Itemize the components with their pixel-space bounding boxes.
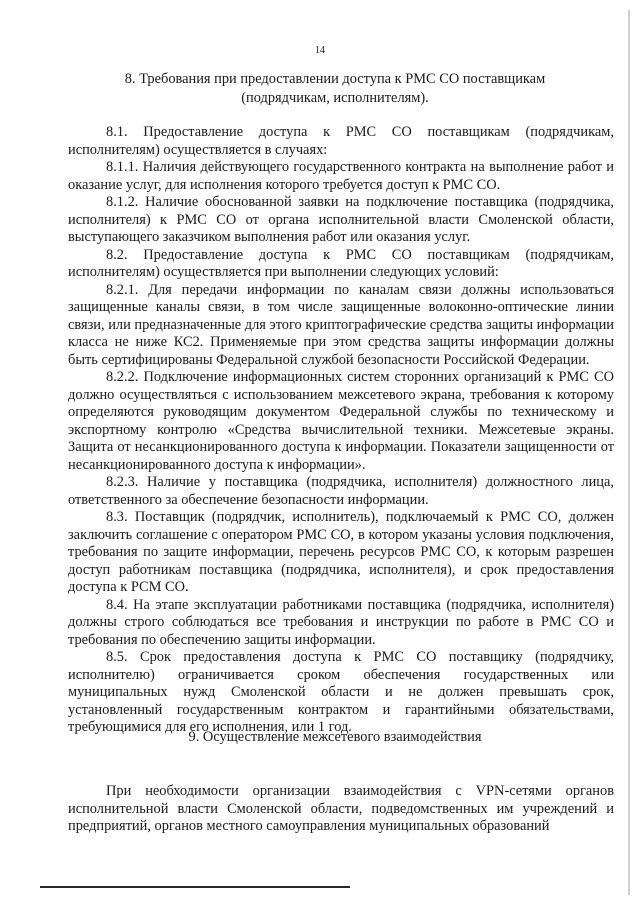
paragraph-8-2: 8.2. Предоставление доступа к РМС СО поставщикам (подрядчикам, исполнителям) осуществляется при выполнении следующих условий: xyxy=(68,246,614,280)
section-8-heading xyxy=(80,70,590,108)
section-8-body xyxy=(68,124,614,737)
paragraph-8-2-1: 8.2.1. Для передачи информации по каналам связи должны использоваться защищенные каналы связи, в том числе защищенные волоконно-оптические линии связи, или предназначенные для этого криптографические средства защиты информации класса не ниже КС2. Применяемые при этом средства защиты информации должны быть сертифицированы Федеральной службой безопасности Российской Федерации. xyxy=(68,281,614,368)
paragraph-8-1-1: 8.1.1. Наличия действующего государственного контракта на выполнение работ и оказание услуг, для исполнения которого требуется доступ к РМС СО. xyxy=(68,159,614,193)
paragraph-8-1: 8.1. Предоставление доступа к РМС СО поставщикам (подрядчикам, исполнителям) осуществляется в случаях: xyxy=(68,124,614,158)
paragraph-8-2-3: 8.2.3. Наличие у поставщика (подрядчика, исполнителя) должностного лица, ответственного за обеспечение безопасности информации. xyxy=(68,474,614,508)
section-9-heading: 9. Осуществление межсетевого взаимодействия xyxy=(188,729,482,745)
paragraph-8-1-2: 8.1.2. Наличие обоснованной заявки на подключение поставщика (подрядчика, исполнителя) к РМС СО от органа исполнительной власти Смоленской области, выступающего заказчиком выполнения работ или оказания услуг. xyxy=(68,194,614,245)
paragraph-8-4: 8.4. На этапе эксплуатации работниками поставщика (подрядчика, исполнителя) должны строго соблюдаться все требования и инструкции по работе в РМС СО и требования по обеспечению защиты информации. xyxy=(68,596,614,648)
right-scan-edge xyxy=(628,10,630,895)
paragraph-8-3: 8.3. Поставщик (подрядчик, исполнитель), подключаемый к РМС СО, должен заключить соглашение с оператором РМС СО, в котором указаны условия подключения, требования по защите информации, перечень ресурсов РМС СО, к которым разрешен доступ работникам поставщика (подрядчика, исполнителя), и срок предоставления доступа к РСМ СО. xyxy=(68,509,614,595)
paragraph-9-intro: При необходимости организации взаимодействия с VPN-сетями органов исполнительной власти Смоленской области, подведомственных им учреждений и предприятий, органов местного самоуправления муниципальных образований xyxy=(68,783,614,834)
page-number: 14 xyxy=(315,45,325,56)
section-8-heading-line-2: (подрядчикам, исполнителям). xyxy=(241,90,429,106)
section-9-body xyxy=(68,783,614,836)
section-8-heading-line-1: 8. Требования при предоставлении доступа к РМС СО поставщикам xyxy=(124,71,546,87)
bottom-scan-line xyxy=(40,886,350,888)
paragraph-8-2-2: 8.2.2. Подключение информационных систем сторонних организаций к РМС СО должно осуществляться с использованием межсетевого экрана, требования к которому определяются руководящим документом Федеральной службы по техническому и экспортному контролю «Средства вычислительной техники. Межсетевые экраны. Защита от несанкционированного доступа к информации. Показатели защищенности от несанкционированного доступа к информации». xyxy=(68,369,614,473)
paragraph-8-5: 8.5. Срок предоставления доступа к РМС СО поставщику (подрядчику, исполнителю) ограничивается сроком обеспечения государственных или муниципальных нужд Смоленской области и не должен превышать срок, установленный государственным контрактом и гарантийными обязательствами, требующимися для его исполнения, или 1 год. xyxy=(68,649,614,735)
